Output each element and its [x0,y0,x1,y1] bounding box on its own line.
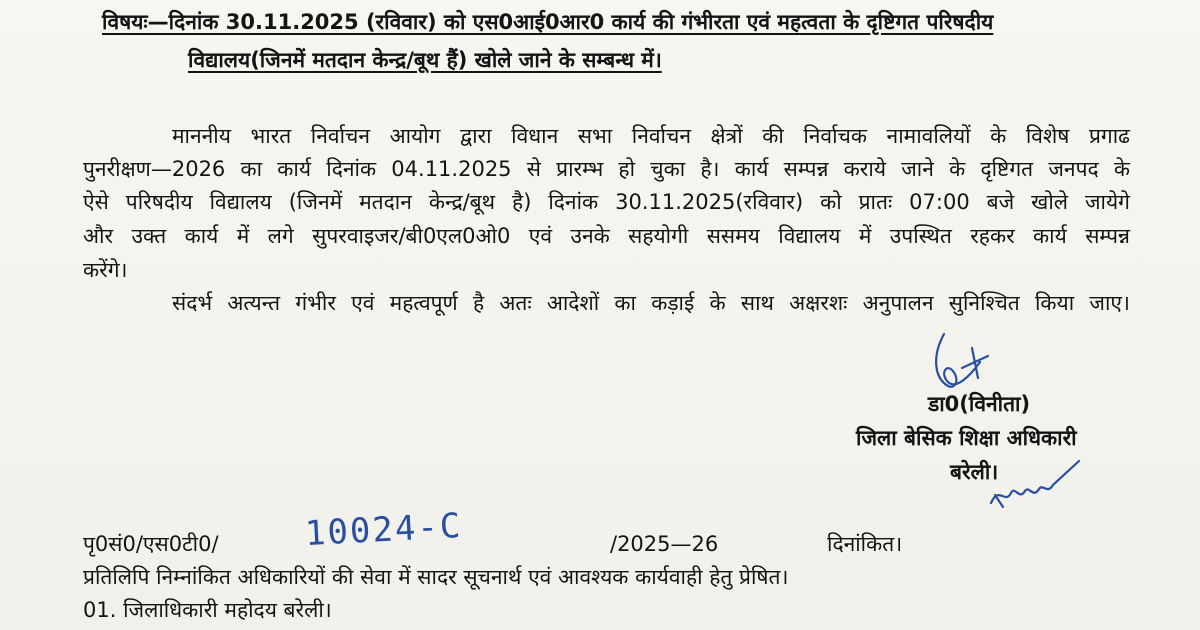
subject-line-2: विद्यालय(जिनमें मतदान केन्द्र/बूथ हैं) खोले जाने के सम्बन्ध में। [188,48,662,72]
initials-scribble [985,455,1085,515]
body-line-3: ऐसे परिषदीय विद्यालय (जिनमें मतदान केन्द्र/बूथ है) दिनांक 30.11.2025(रविवार) को प्रातः 07:00 बजे खोले जायेगे [83,190,1130,214]
body-line-2: पुनरीक्षण—2026 का कार्य दिनांक 04.11.2025 से प्रारम्भ हो चुका है। कार्य सम्पन्न कराये जाने के दृष्टिगत जनपद के [83,157,1130,181]
signatory-designation: जिला बेसिक शिक्षा अधिकारी [856,426,1077,450]
copy-intro: प्रतिलिपि निम्नांकित अधिकारियों की सेवा में सादर सूचनार्थ एवं आवश्यक कार्यवाही हेतु प्रेषित। [83,565,789,589]
copy-item-1: 01. जिलाधिकारी महोदय बरेली। [83,598,332,622]
reference-prefix: पृ0सं0/एस0टी0/ [83,532,219,556]
signatory-place: बरेली। [950,460,999,484]
reference-date-label: दिनांकित। [827,532,903,556]
reference-year: /2025—26 [610,532,719,556]
handwritten-reference-number: 10024-C [304,505,464,555]
body-line-4: और उक्त कार्य में लगे सुपरवाइजर/बी0एल0ओ0 एवं उनके सहयोगी ससमय विद्यालय में उपस्थित रहकर कार्य सम्पन्न [83,224,1130,248]
body-line-1: माननीय भारत निर्वाचन आयोग द्वारा विधान सभा निर्वाचन क्षेत्रों की निर्वाचक नामावलियों के विशेष प्रगाढ [172,124,1130,148]
signatory-name: डा0(विनीता) [928,392,1031,416]
body-line-5: करेंगे। [83,258,128,282]
subject-line-1: विषयः—दिनांक 30.11.2025 (रविवार) को एस0आई0आर0 कार्य की गंभीरता एवं महत्वता के दृष्टिगत परिषदीय [102,10,994,34]
body-paragraph-2: संदर्भ अत्यन्त गंभीर एवं महत्वपूर्ण है अतः आदेशों का कड़ाई के साथ अक्षरशः अनुपालन सुनिश्चित किया जाए। [172,291,1130,315]
